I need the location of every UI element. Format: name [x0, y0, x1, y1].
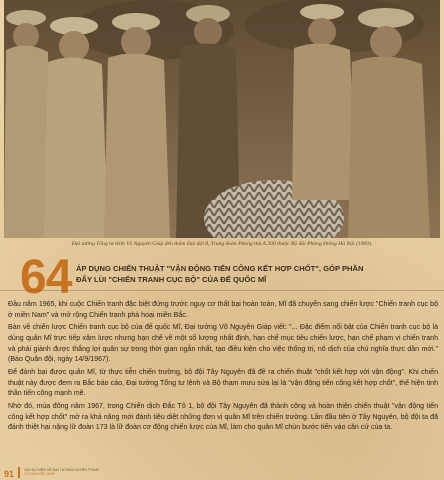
article-headline [76, 263, 428, 285]
article-body [8, 300, 438, 436]
paragraph: Nhờ đó, mùa đông năm 1967, trong Chiến dịch Đắc Tô 1, bộ đội Tây Nguyên đã thành công và hoàn thiện chiến thuật "vận động tiến công kết hợp chốt" mở ra khả năng mới đánh tiêu diệt những đơn vị quân Mĩ trên chiến trường. Lần đầu tiên ở Tây Nguyên, bộ đội ta đã đánh thiệt hại nặng lữ đoàn 173 là lữ đoàn cơ động chiến lược của Mĩ, làm cho quân Mĩ chùn bước tiến vào căn cứ của ta. [8, 403, 438, 432]
paragraph: Để đánh bại được quân Mĩ, từ thực tiễn chiến trường, bộ đội Tây Nguyên đã đề ra chiến thuật "chốt kết hợp với vận động". Khi chiến thuật này được đem ra Bắc báo cáo, Đại tướng Tổng tư lệnh và Bộ tham mưu sửa lại là "vận động tiến công kết hợp chốt", thể hiện tinh thần tiến công mạnh mẽ. [8, 369, 438, 398]
book-title [24, 468, 99, 477]
historical-photo [4, 0, 440, 238]
footer-accent-bar [18, 467, 20, 478]
book-subtitle-text: VÕ NGUYÊN GIÁP [24, 472, 56, 477]
photo-caption: Đại tướng Tổng tư lệnh Võ Nguyên Giáp đến thăm Đại đội 8, Trung đoàn Phòng thủ A.200 thuộc Bộ đội Phòng không Hà Nội (1969). [71, 241, 373, 247]
page-number: 91 [4, 469, 15, 479]
headline-line-2: ĐẨY LÙI "CHIẾN TRANH CỤC BỘ" CỦA ĐẾ QUỐC MĨ [76, 275, 267, 284]
divider [0, 290, 444, 291]
book-title-text: 100 SỰ KIỆN VỀ ĐẠI TƯỚNG HUYỀN THOẠI [24, 468, 99, 472]
headline-line-1: ÁP DỤNG CHIẾN THUẬT "VẬN ĐỘNG TIẾN CÔNG KẾT HỢP CHỐT", GÓP PHẦN [76, 264, 364, 273]
soldiers-photo-image [4, 0, 440, 238]
paragraph: Đầu năm 1965, khi cuộc Chiến tranh đặc biệt đứng trước nguy cơ thất bại hoàn toàn, Mĩ đã chuyển sang chiến lược "Chiến tranh cục bộ ở miền Nam" và mở rộng Chiến tranh phá hoại miền Bắc. [8, 301, 438, 319]
section-number: 64 [20, 251, 72, 304]
paragraph: Bàn về chiến lược Chiến tranh cục bộ của đế quốc Mĩ, Đại tướng Võ Nguyên Giáp viết: "... Đặc điểm nổi bật của Chiến tranh cục bộ là dùng quân Mĩ trực tiếp xâm lược nhưng hạn chế về một số lượng nhất định, hạn chế mục tiêu chiến lược, hạn chế phạm vi chiến tranh và phải giành được thắng lợi quân sự trong thời gian ngắn nhất, tạo điều kiện cho việc thống trị, nô dịch của chủ nghĩa thực dân mới." (Báo Quân đội, ngày 14/9/1967). [8, 324, 438, 364]
